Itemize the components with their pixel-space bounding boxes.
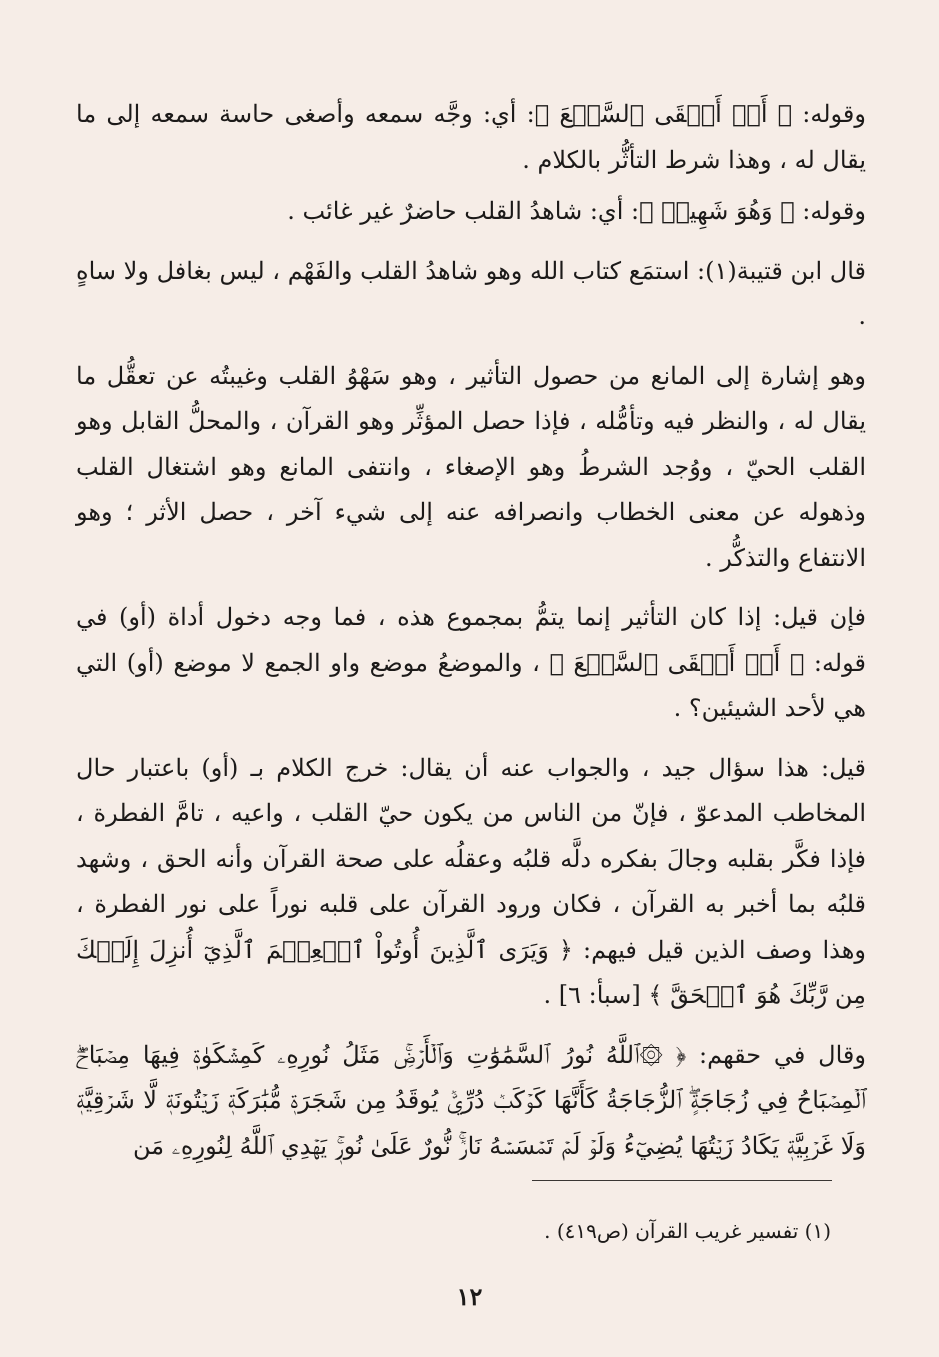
paragraph-light-verse: وقال في حقهم: ﴿ ۞ٱللَّهُ نُورُ ٱلسَّمَٰوَٰتِ وَٱلۡأَرۡضِۚ مَثَلُ نُورِهِۦ كَمِشۡكَوٰةٖ فِيهَا مِصۡبَاحٌۖ ٱلۡمِصۡبَاحُ فِي زُجَاجَةٍۖ ٱلزُّجَاجَةُ كَأَنَّهَا كَوۡكَبٞ دُرِّيّٞ يُوقَدُ مِن شَجَرَةٖ مُّبَٰرَكَةٖ زَيۡتُونَةٖ لَّا شَرۡقِيَّةٖ وَلَا غَرۡبِيَّةٖ يَكَادُ زَيۡتُهَا يُضِيٓءُ وَلَوۡ لَمۡ تَمۡسَسۡهُ نَارٞۚ نُّورٌ عَلَىٰ نُورٖۚ يَهۡدِي ٱللَّهُ لِنُورِهِۦ مَن bbox=[76, 1040, 866, 1160]
paragraph-question: فإن قيل: إذا كان التأثير إنما يتمُّ بمجموع هذه ، فما وجه دخول أداة (أو) في قوله: ﴿ أَوۡ أَلۡقَى ٱلسَّمۡعَ ﴾ ، والموضعُ موضع واو الجمع لا موضع (أو) التي هي لأحد الشيئين؟ . bbox=[76, 603, 866, 722]
footnote: (١) تفسير غريب القرآن (ص٤١٩) . bbox=[544, 1219, 831, 1243]
page-body bbox=[76, 92, 866, 1169]
paragraph-present-heart: وقوله: ﴿ وَهُوَ شَهِيدٞ ﴾: أي: شاهدُ القلب حاضرٌ غير غائب . bbox=[287, 197, 866, 225]
paragraph-obstacle: وهو إشارة إلى المانع من حصول التأثير ، وهو سَهْوُ القلب وغيبتُه عن تعقُّل ما يقال له ، والنظر فيه وتأمُّله ، فإذا حصل المؤثِّر وهو القرآن ، والمحلُّ القابل وهو القلب الحيّ ، ووُجد الشرطُ وهو الإصغاء ، وانتفى المانع وهو اشتغال القلب وذهوله عن معنى الخطاب وانصرافه عنه إلى شيء آخر ، حصل الأثر ؛ وهو الانتفاع والتذكُّر . bbox=[76, 361, 866, 572]
page-number: ١٢ bbox=[456, 1282, 483, 1311]
footnote-divider bbox=[532, 1180, 832, 1181]
paragraph-ibn-qutaybah: قال ابن قتيبة(١): استمَع كتاب الله وهو شاهدُ القلب والفَهْم ، ليس بغافل ولا ساهٍ . bbox=[76, 256, 866, 330]
paragraph-answer: قيل: هذا سؤال جيد ، والجواب عنه أن يقال: خرج الكلام بـ (أو) باعتبار حال المخاطب المدعوّ ، فإنّ من الناس من يكون حيّ القلب ، واعيه ، تامَّ الفطرة ، فإذا فكَّر بقلبه وجالَ بفكره دلَّه قلبُه وعقلُه على صحة القرآن وأنه الحق ، وشهد قلبُه بما أخبر به القرآن ، فكان ورود القرآن على قلبه نوراً على نور الفطرة ، وهذا وصف الذين قيل فيهم: ﴿ وَيَرَى ٱلَّذِينَ أُوتُواْ ٱلۡعِلۡمَ ٱلَّذِيٓ أُنزِلَ إِلَيۡكَ مِن رَّبِّكَ هُوَ ٱلۡحَقَّ ﴾ [سبأ: ٦] . bbox=[76, 753, 866, 1009]
paragraph-ear-listening: وقوله: ﴿ أَوۡ أَلۡقَى ٱلسَّمۡعَ ﴾: أي: وجَّه سمعه وأصغى حاسة سمعه إلى ما يقال له ، وهذا شرط التأثُّر بالكلام . bbox=[76, 100, 866, 174]
